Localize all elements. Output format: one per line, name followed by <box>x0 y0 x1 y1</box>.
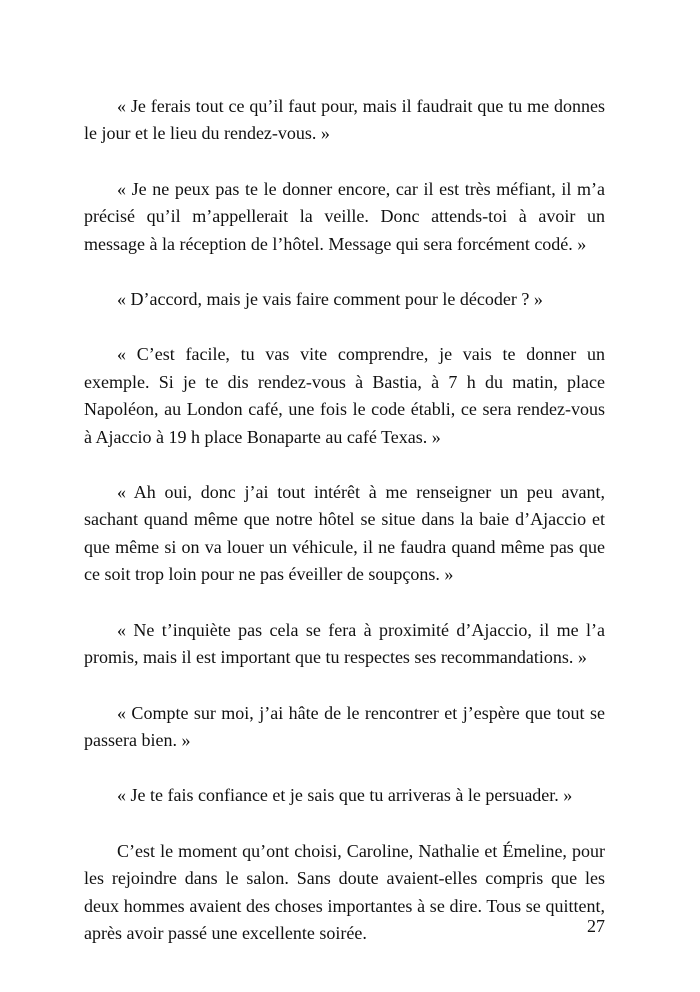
page-number: 27 <box>587 916 605 936</box>
paragraph: C’est le moment qu’ont choisi, Caroline, Nathalie et Émeline, pour les rejoindre dans le salon. Sans doute avaient-elles compris que les deux hommes avaient des choses importantes à se dire. Tous se quittent, après avoir passé une excellente soirée. <box>84 840 605 943</box>
paragraph: « Ah oui, donc j’ai tout intérêt à me renseigner un peu avant, sachant quand même que notre hôtel se situe dans la baie d’Ajaccio et que même si on va louer un véhicule, il ne faudra quand même pas que ce soit trop loin pour ne pas éveiller de soupçons. » <box>84 482 605 585</box>
page-body <box>84 93 605 975</box>
paragraph: « Ne t’inquiète pas cela se fera à proximité d’Ajaccio, il me l’a promis, mais il est important que tu respectes ses recommandations. » <box>84 619 605 668</box>
paragraph: « Compte sur moi, j’ai hâte de le rencontrer et j’espère que tout se passera bien. » <box>84 702 605 750</box>
paragraph: « C’est facile, tu vas vite comprendre, je vais te donner un exemple. Si je te dis rendez-vous à Bastia, à 7 h du matin, place Napoléon, au London café, une fois le code établi, ce sera rendez-vous à Ajaccio à 19 h place Bonaparte au café Texas. » <box>84 344 605 447</box>
paragraph: « D’accord, mais je vais faire comment pour le décoder ? » <box>117 289 543 310</box>
paragraph: « Je ferais tout ce qu’il faut pour, mais il faudrait que tu me donnes le jour et le lieu du rendez-vous. » <box>84 96 605 144</box>
paragraph: « Je ne peux pas te le donner encore, car il est très méfiant, il m’a précisé qu’il m’appellerait la veille. Donc attends-toi à avoir un message à la réception de l’hôtel. Message qui sera forcément codé. » <box>84 178 605 254</box>
paragraph: « Je te fais confiance et je sais que tu arriveras à le persuader. » <box>117 785 573 806</box>
